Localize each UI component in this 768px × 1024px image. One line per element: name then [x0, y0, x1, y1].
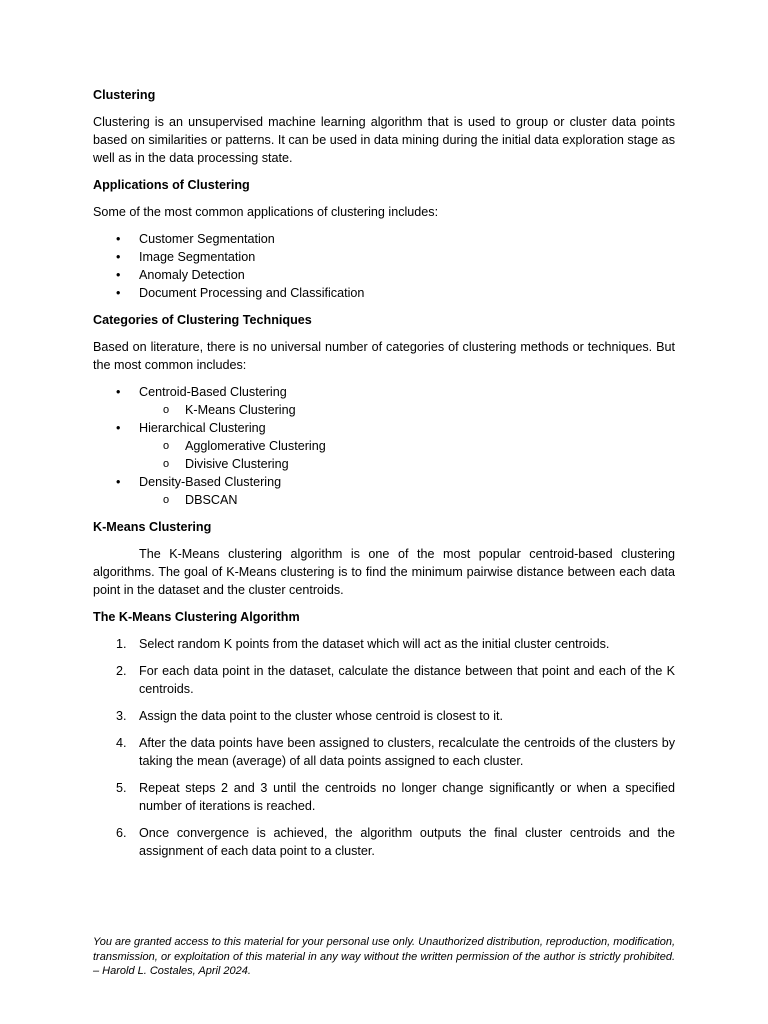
- step-text: For each data point in the dataset, calculate the distance between that point and each of the K centroids.: [139, 664, 675, 696]
- list-item-label: Anomaly Detection: [139, 268, 245, 282]
- document-page: [93, 86, 675, 869]
- hollow-bullet-icon: o: [163, 458, 170, 470]
- list-item-label: Hierarchical Clustering: [139, 421, 266, 435]
- list-item: [93, 383, 675, 419]
- step-number: 5.: [116, 781, 127, 795]
- list-item: [93, 230, 675, 248]
- sub-list: [139, 491, 675, 509]
- list-item: [93, 734, 675, 770]
- list-item: [93, 284, 675, 302]
- list-item: [93, 779, 675, 815]
- list-item: [93, 635, 675, 653]
- heading-applications: Applications of Clustering: [93, 178, 250, 192]
- sub-list-item: [139, 401, 675, 419]
- list-item-label: Image Segmentation: [139, 250, 256, 264]
- hollow-bullet-icon: o: [163, 404, 170, 416]
- bullet-icon: •: [116, 268, 121, 282]
- list-item-label: Centroid-Based Clustering: [139, 385, 287, 399]
- sub-list-item-label: K-Means Clustering: [185, 403, 296, 417]
- paragraph-kmeans: The K-Means clustering algorithm is one of the most popular centroid-based clustering algorithms. The goal of K-Means clustering is to find the minimum pairwise distance between each data point in the dataset and the cluster centroids.: [93, 547, 675, 597]
- hollow-bullet-icon: o: [163, 494, 170, 506]
- step-number: 6.: [116, 826, 127, 840]
- step-text: Once convergence is achieved, the algorithm outputs the final cluster centroids and the assignment of each data point to a cluster.: [139, 826, 675, 858]
- heading-algorithm: The K-Means Clustering Algorithm: [93, 610, 300, 624]
- list-item: [93, 419, 675, 473]
- paragraph-applications-intro: Some of the most common applications of clustering includes:: [93, 205, 439, 219]
- step-text: After the data points have been assigned to clusters, recalculate the centroids of the clusters by taking the mean (average) of all data points assigned to each cluster.: [139, 736, 675, 768]
- bullet-icon: •: [116, 286, 121, 300]
- hollow-bullet-icon: o: [163, 440, 170, 452]
- step-number: 1.: [116, 637, 127, 651]
- list-item: [93, 248, 675, 266]
- list-item-label: Density-Based Clustering: [139, 475, 282, 489]
- copyright-footer: You are granted access to this material for your personal use only. Unauthorized distribution, reproduction, modification, transmission, or exploitation of this material in any way without the written permission of the author is strictly prohibited. – Harold L. Costales, April 2024.: [93, 936, 675, 978]
- sub-list: [139, 437, 675, 473]
- heading-categories: Categories of Clustering Techniques: [93, 313, 312, 327]
- bullet-icon: •: [116, 250, 121, 264]
- paragraph-clustering: Clustering is an unsupervised machine learning algorithm that is used to group or cluster data points based on similarities or patterns. It can be used in data mining during the initial data exploration stage as well as in the data processing state.: [93, 115, 675, 165]
- bullet-icon: •: [116, 232, 121, 246]
- sub-list-item: [139, 437, 675, 455]
- heading-kmeans: K-Means Clustering: [93, 520, 212, 534]
- categories-list: [93, 383, 675, 509]
- step-text: Repeat steps 2 and 3 until the centroids no longer change significantly or when a specified number of iterations is reached.: [139, 781, 675, 813]
- bullet-icon: •: [116, 385, 121, 399]
- list-item: [93, 707, 675, 725]
- list-item: [93, 824, 675, 860]
- step-number: 3.: [116, 709, 127, 723]
- list-item-label: Document Processing and Classification: [139, 286, 365, 300]
- bullet-icon: •: [116, 475, 121, 489]
- sub-list-item-label: DBSCAN: [185, 493, 238, 507]
- algorithm-steps-list: [93, 635, 675, 860]
- sub-list: [139, 401, 675, 419]
- heading-clustering: Clustering: [93, 88, 156, 102]
- step-number: 4.: [116, 736, 127, 750]
- step-text: Assign the data point to the cluster whose centroid is closest to it.: [139, 709, 504, 723]
- step-number: 2.: [116, 664, 127, 678]
- sub-list-item-label: Agglomerative Clustering: [185, 439, 326, 453]
- list-item-label: Customer Segmentation: [139, 232, 275, 246]
- applications-list: [93, 230, 675, 302]
- sub-list-item: [139, 455, 675, 473]
- list-item: [93, 662, 675, 698]
- paragraph-categories-intro: Based on literature, there is no universal number of categories of clustering methods or techniques. But the most common includes:: [93, 340, 675, 372]
- sub-list-item: [139, 491, 675, 509]
- list-item: [93, 266, 675, 284]
- bullet-icon: •: [116, 421, 121, 435]
- step-text: Select random K points from the dataset which will act as the initial cluster centroids.: [139, 637, 610, 651]
- sub-list-item-label: Divisive Clustering: [185, 457, 289, 471]
- list-item: [93, 473, 675, 509]
